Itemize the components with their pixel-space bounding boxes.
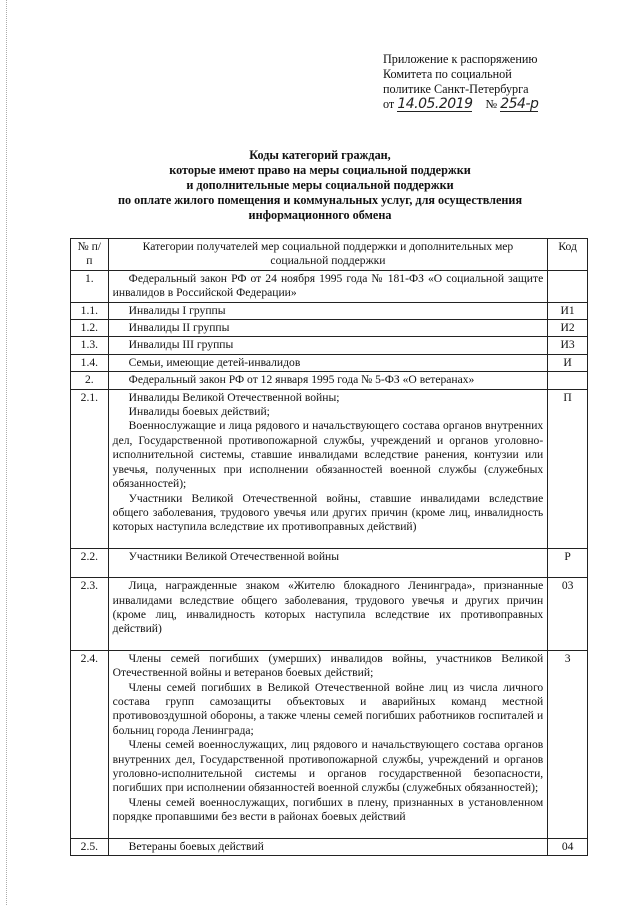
row-code: И1: [548, 302, 588, 319]
row-category: [108, 372, 548, 389]
category-paragraph: Инвалиды III группы: [128, 338, 234, 352]
category-paragraph: Федеральный закон РФ от 24 ноября 1995 года № 181-ФЗ «О социальной защите инвалидов в Российской Федерации»: [112, 271, 544, 300]
row-spacer: [113, 825, 544, 837]
category-paragraph: Военнослужащие и лица рядового и начальствующего состава органов внутренних дел, Государственной противопожарной службы, учреждений и органов уголовно-исполнительной системы, ставшие инвалидами вследствие ранения, контузии или увечья, полученных при исполнении обязанностей военной службы (служебных обязанностей);: [112, 419, 544, 491]
row-code: [548, 372, 588, 389]
category-paragraph: Инвалиды Великой Отечественной войны;: [128, 390, 340, 404]
row-code: 3: [548, 650, 588, 838]
table-row: [71, 270, 588, 302]
table-row: [71, 320, 588, 337]
handwritten-number: 254-р: [500, 96, 539, 112]
row-spacer: [113, 637, 544, 649]
header-num: № п/п: [71, 239, 109, 271]
category-paragraph: Члены семей военнослужащих, погибших в плену, признанных в установленном порядке пропавшими без вести в районах боевых действий: [112, 795, 544, 824]
title-line-1: Коды категорий граждан,: [249, 148, 391, 162]
header-line-3: политике Санкт-Петербурга: [383, 82, 529, 96]
row-code: [548, 270, 588, 302]
table-row: [71, 838, 588, 855]
row-code: 03: [548, 578, 588, 651]
scan-edge-line: [6, 0, 7, 905]
row-number: 2.2.: [71, 548, 109, 577]
title-line-5: информационного обмена: [248, 208, 392, 222]
row-number: 2.3.: [71, 578, 109, 651]
category-codes-table: [70, 238, 588, 856]
table-row: [71, 372, 588, 389]
row-number: 1.4.: [71, 354, 109, 371]
row-number: 2.5.: [71, 838, 109, 855]
row-number: 1.1.: [71, 302, 109, 319]
row-number: 2.1.: [71, 389, 109, 548]
row-category: [108, 320, 548, 337]
handwritten-date: 14.05.2019: [397, 96, 473, 112]
title-line-2: которые имеют право на меры социальной поддержки: [169, 163, 471, 177]
category-paragraph: Члены семей погибших (умерших) инвалидов войны, участников Великой Отечественной войны и ветеранов боевых действий;: [112, 651, 544, 680]
table-row: [71, 650, 588, 838]
row-category: [108, 650, 548, 838]
row-spacer: [113, 535, 544, 547]
row-category: [108, 302, 548, 319]
header-code: Код: [548, 239, 588, 271]
row-number: 1.3.: [71, 337, 109, 354]
table-row: [71, 578, 588, 651]
category-paragraph: Федеральный закон РФ от 12 января 1995 года № 5-ФЗ «О ветеранах»: [128, 373, 475, 387]
row-category: [108, 354, 548, 371]
category-paragraph: Члены семей военнослужащих, лиц рядового и начальствующего состава органов внутренних дел, Государственной противопожарной службы, учреждений и органов уголовно-исполнительной системы и органов государственной безопасности, погибших при исполнении обязанностей военной службы (служебных обязанностей);: [112, 738, 544, 795]
row-code: Р: [548, 548, 588, 577]
row-number: 2.: [71, 372, 109, 389]
date-prefix: от: [383, 97, 395, 111]
category-paragraph: Участники Великой Отечественной войны, ставшие инвалидами вследствие общего заболевания, трудового увечья или других причин (кроме лиц, инвалидность которых наступила вследствие их противоправных действий): [112, 491, 544, 534]
category-paragraph: Инвалиды I группы: [128, 303, 226, 317]
row-code: И2: [548, 320, 588, 337]
category-paragraph: Ветераны боевых действий: [128, 839, 264, 853]
row-spacer: [113, 564, 544, 576]
table-header-row: [71, 239, 588, 271]
table-row: [71, 302, 588, 319]
row-code: 04: [548, 838, 588, 855]
category-paragraph: Инвалиды II группы: [128, 321, 230, 335]
title-line-3: и дополнительные меры социальной поддержки: [186, 178, 454, 192]
category-paragraph: Семьи, имеющие детей-инвалидов: [128, 355, 301, 369]
category-paragraph: Лица, награжденные знаком «Жителю блокадного Ленинграда», признанные инвалидами вследствие общего заболевания, трудового увечья и других причин (кроме лиц, инвалидность которых наступила вследствие их противоправных действий): [112, 579, 544, 636]
header-line-2: Комитета по социальной: [383, 67, 512, 81]
row-category: [108, 548, 548, 577]
row-number: 1.2.: [71, 320, 109, 337]
row-category: [108, 838, 548, 855]
table-row: [71, 389, 588, 548]
category-paragraph: Члены семей погибших в Великой Отечественной войне лиц из числа личного состава групп самозащиты объектовых и аварийных команд местной противовоздушной обороны, а также члены семей погибших работников госпиталей и больниц города Ленинграда;: [112, 680, 544, 737]
document-title: [110, 148, 530, 223]
row-category: [108, 389, 548, 548]
header-line-1: Приложение к распоряжению: [383, 52, 538, 66]
row-category: [108, 337, 548, 354]
row-category: [108, 270, 548, 302]
table-row: [71, 337, 588, 354]
date-number-line: [383, 97, 583, 112]
row-number: 1.: [71, 270, 109, 302]
number-prefix: №: [485, 97, 498, 111]
table-body: [71, 270, 588, 855]
row-code: И: [548, 354, 588, 371]
header-category: Категории получателей мер социальной поддержки и дополнительных мер социальной поддержки: [108, 239, 548, 271]
table-row: [71, 548, 588, 577]
row-number: 2.4.: [71, 650, 109, 838]
category-paragraph: Инвалиды боевых действий;: [128, 405, 270, 419]
title-line-4: по оплате жилого помещения и коммунальных услуг, для осуществления: [117, 193, 523, 207]
row-category: [108, 578, 548, 651]
table-row: [71, 354, 588, 371]
appendix-header: [383, 52, 583, 112]
row-code: П: [548, 389, 588, 548]
row-code: И3: [548, 337, 588, 354]
category-paragraph: Участники Великой Отечественной войны: [128, 549, 340, 563]
